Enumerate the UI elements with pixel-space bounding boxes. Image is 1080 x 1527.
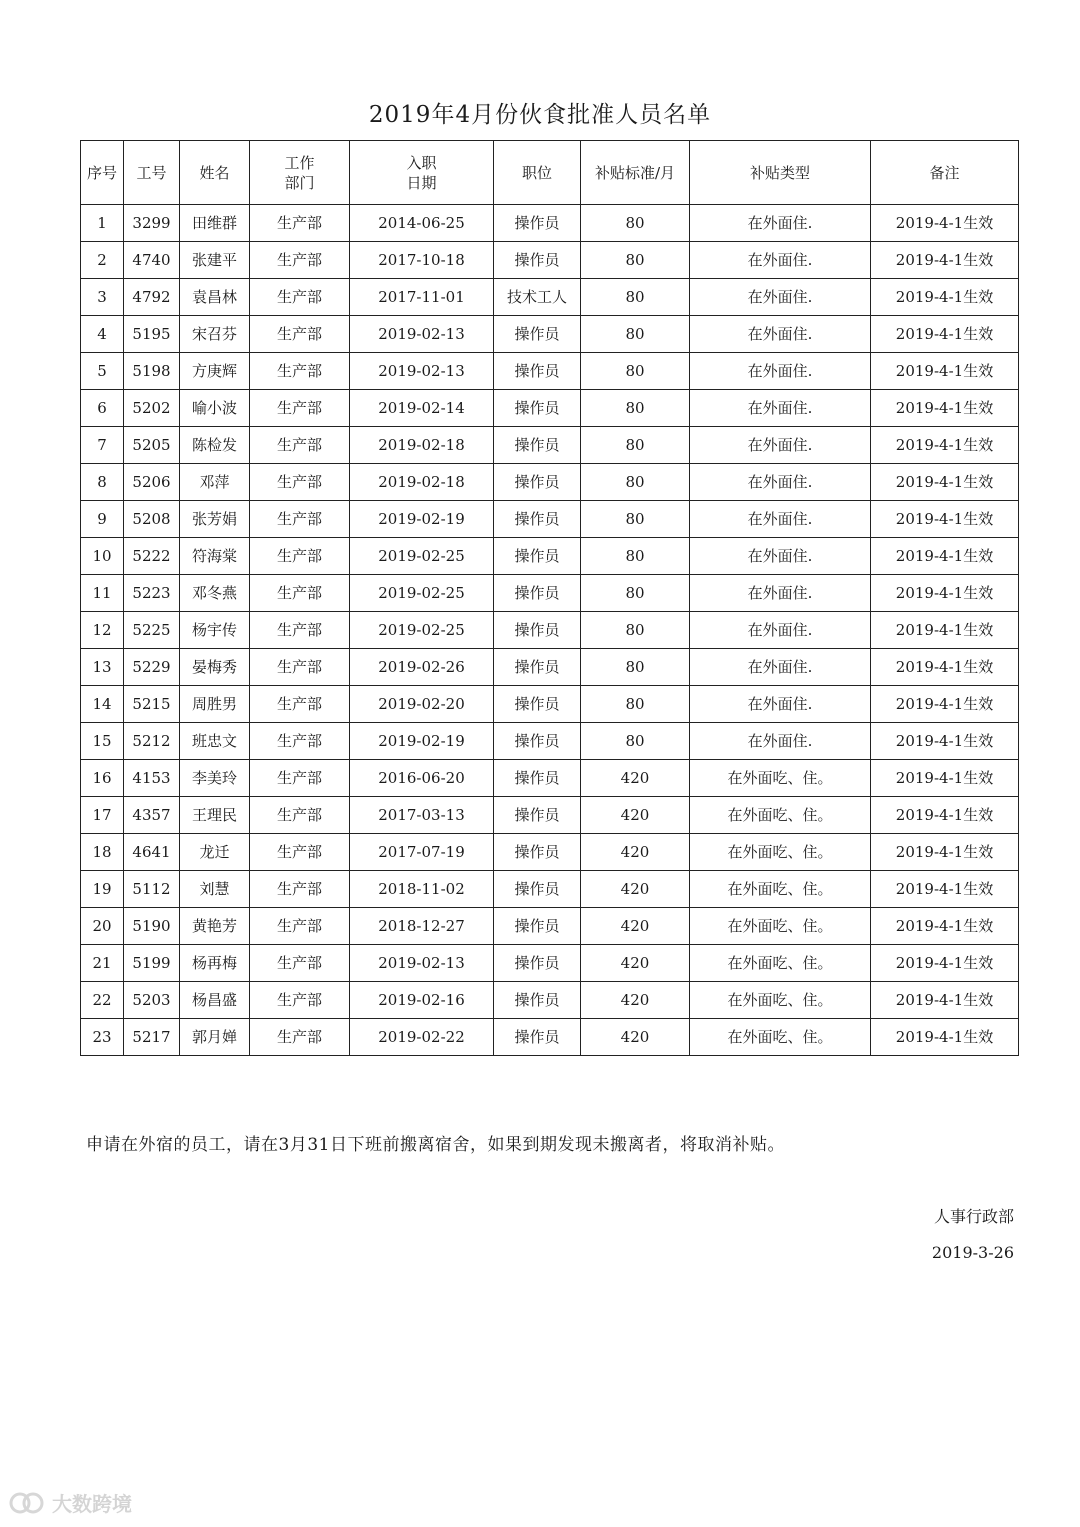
cell-hire-date: 2019-02-25 bbox=[350, 612, 494, 649]
cell-subsidy: 80 bbox=[581, 612, 690, 649]
cell-seq: 13 bbox=[81, 649, 124, 686]
cell-name: 李美玲 bbox=[180, 760, 250, 797]
cell-department: 生产部 bbox=[250, 1019, 350, 1056]
cell-remark: 2019-4-1生效 bbox=[871, 464, 1019, 501]
cell-subsidy: 420 bbox=[581, 945, 690, 982]
table-row bbox=[81, 575, 1019, 612]
cell-seq: 12 bbox=[81, 612, 124, 649]
cell-position: 操作员 bbox=[494, 316, 581, 353]
cell-position: 技术工人 bbox=[494, 279, 581, 316]
cell-subsidy-type: 在外面住. bbox=[690, 353, 871, 390]
watermark-text: 大数跨境 bbox=[52, 1492, 132, 1516]
cell-remark: 2019-4-1生效 bbox=[871, 279, 1019, 316]
cell-department: 生产部 bbox=[250, 686, 350, 723]
cell-department: 生产部 bbox=[250, 575, 350, 612]
cell-position: 操作员 bbox=[494, 205, 581, 242]
table-row bbox=[81, 279, 1019, 316]
table-row bbox=[81, 908, 1019, 945]
cell-name: 杨再梅 bbox=[180, 945, 250, 982]
cell-position: 操作员 bbox=[494, 538, 581, 575]
cell-position: 操作员 bbox=[494, 686, 581, 723]
cell-subsidy: 420 bbox=[581, 834, 690, 871]
cell-employee-id: 4641 bbox=[124, 834, 180, 871]
cell-department: 生产部 bbox=[250, 353, 350, 390]
cell-name: 陈检发 bbox=[180, 427, 250, 464]
issue-date: 2019-3-26 bbox=[931, 1243, 1014, 1262]
cell-department: 生产部 bbox=[250, 427, 350, 464]
table-row bbox=[81, 538, 1019, 575]
cell-seq: 17 bbox=[81, 797, 124, 834]
cell-employee-id: 5202 bbox=[124, 390, 180, 427]
header-department-line2: 部门 bbox=[284, 173, 315, 192]
cell-hire-date: 2019-02-13 bbox=[350, 316, 494, 353]
header-name: 姓名 bbox=[180, 141, 250, 205]
cell-subsidy: 420 bbox=[581, 760, 690, 797]
watermark-logo-icon bbox=[8, 1491, 46, 1515]
cell-name: 方庚辉 bbox=[180, 353, 250, 390]
cell-employee-id: 5190 bbox=[124, 908, 180, 945]
cell-remark: 2019-4-1生效 bbox=[871, 390, 1019, 427]
cell-department: 生产部 bbox=[250, 279, 350, 316]
table-row bbox=[81, 797, 1019, 834]
cell-employee-id: 5229 bbox=[124, 649, 180, 686]
cell-position: 操作员 bbox=[494, 612, 581, 649]
cell-position: 操作员 bbox=[494, 908, 581, 945]
cell-remark: 2019-4-1生效 bbox=[871, 760, 1019, 797]
cell-department: 生产部 bbox=[250, 390, 350, 427]
cell-employee-id: 4740 bbox=[124, 242, 180, 279]
cell-name: 邓冬燕 bbox=[180, 575, 250, 612]
cell-name: 周胜男 bbox=[180, 686, 250, 723]
cell-name: 宋召芬 bbox=[180, 316, 250, 353]
cell-hire-date: 2019-02-18 bbox=[350, 464, 494, 501]
cell-department: 生产部 bbox=[250, 612, 350, 649]
cell-department: 生产部 bbox=[250, 871, 350, 908]
cell-hire-date: 2017-10-18 bbox=[350, 242, 494, 279]
cell-remark: 2019-4-1生效 bbox=[871, 427, 1019, 464]
cell-position: 操作员 bbox=[494, 464, 581, 501]
cell-hire-date: 2019-02-14 bbox=[350, 390, 494, 427]
table-row bbox=[81, 205, 1019, 242]
cell-subsidy-type: 在外面住. bbox=[690, 612, 871, 649]
cell-seq: 18 bbox=[81, 834, 124, 871]
table-row bbox=[81, 501, 1019, 538]
table-body bbox=[81, 205, 1019, 1056]
cell-remark: 2019-4-1生效 bbox=[871, 353, 1019, 390]
cell-name: 黄艳芳 bbox=[180, 908, 250, 945]
cell-employee-id: 5217 bbox=[124, 1019, 180, 1056]
cell-position: 操作员 bbox=[494, 760, 581, 797]
header-hire-date-line2: 日期 bbox=[406, 173, 437, 192]
cell-seq: 6 bbox=[81, 390, 124, 427]
table-header-row bbox=[81, 141, 1019, 205]
cell-hire-date: 2017-11-01 bbox=[350, 279, 494, 316]
table-row bbox=[81, 1019, 1019, 1056]
cell-position: 操作员 bbox=[494, 649, 581, 686]
cell-name: 邓萍 bbox=[180, 464, 250, 501]
cell-employee-id: 5225 bbox=[124, 612, 180, 649]
cell-remark: 2019-4-1生效 bbox=[871, 649, 1019, 686]
cell-subsidy-type: 在外面住. bbox=[690, 501, 871, 538]
cell-remark: 2019-4-1生效 bbox=[871, 1019, 1019, 1056]
cell-seq: 7 bbox=[81, 427, 124, 464]
cell-name: 郭月婵 bbox=[180, 1019, 250, 1056]
cell-subsidy-type: 在外面吃、住。 bbox=[690, 982, 871, 1019]
cell-remark: 2019-4-1生效 bbox=[871, 945, 1019, 982]
cell-subsidy: 80 bbox=[581, 353, 690, 390]
watermark bbox=[8, 1488, 132, 1517]
table-row bbox=[81, 871, 1019, 908]
cell-seq: 15 bbox=[81, 723, 124, 760]
cell-name: 班忠文 bbox=[180, 723, 250, 760]
cell-position: 操作员 bbox=[494, 242, 581, 279]
cell-seq: 20 bbox=[81, 908, 124, 945]
cell-subsidy: 80 bbox=[581, 242, 690, 279]
cell-department: 生产部 bbox=[250, 464, 350, 501]
cell-position: 操作员 bbox=[494, 982, 581, 1019]
cell-employee-id: 4792 bbox=[124, 279, 180, 316]
cell-subsidy-type: 在外面住. bbox=[690, 427, 871, 464]
cell-position: 操作员 bbox=[494, 501, 581, 538]
cell-hire-date: 2018-11-02 bbox=[350, 871, 494, 908]
cell-subsidy-type: 在外面住. bbox=[690, 316, 871, 353]
cell-remark: 2019-4-1生效 bbox=[871, 316, 1019, 353]
cell-subsidy: 80 bbox=[581, 501, 690, 538]
cell-subsidy-type: 在外面吃、住。 bbox=[690, 945, 871, 982]
header-hire-date-line1: 入职 bbox=[406, 153, 437, 172]
cell-subsidy-type: 在外面住. bbox=[690, 538, 871, 575]
cell-position: 操作员 bbox=[494, 353, 581, 390]
cell-department: 生产部 bbox=[250, 316, 350, 353]
table-row bbox=[81, 353, 1019, 390]
cell-subsidy-type: 在外面住. bbox=[690, 575, 871, 612]
cell-subsidy: 80 bbox=[581, 649, 690, 686]
table-row bbox=[81, 723, 1019, 760]
cell-hire-date: 2019-02-20 bbox=[350, 686, 494, 723]
cell-remark: 2019-4-1生效 bbox=[871, 612, 1019, 649]
cell-hire-date: 2019-02-25 bbox=[350, 575, 494, 612]
cell-remark: 2019-4-1生效 bbox=[871, 686, 1019, 723]
cell-subsidy-type: 在外面吃、住。 bbox=[690, 760, 871, 797]
cell-employee-id: 5203 bbox=[124, 982, 180, 1019]
cell-hire-date: 2019-02-19 bbox=[350, 723, 494, 760]
cell-remark: 2019-4-1生效 bbox=[871, 982, 1019, 1019]
cell-hire-date: 2019-02-16 bbox=[350, 982, 494, 1019]
cell-hire-date: 2019-02-19 bbox=[350, 501, 494, 538]
cell-employee-id: 5206 bbox=[124, 464, 180, 501]
cell-hire-date: 2019-02-22 bbox=[350, 1019, 494, 1056]
cell-hire-date: 2019-02-26 bbox=[350, 649, 494, 686]
cell-subsidy: 420 bbox=[581, 797, 690, 834]
cell-position: 操作员 bbox=[494, 575, 581, 612]
header-subsidy: 补贴标准/月 bbox=[581, 141, 690, 205]
cell-employee-id: 4357 bbox=[124, 797, 180, 834]
cell-department: 生产部 bbox=[250, 501, 350, 538]
cell-position: 操作员 bbox=[494, 1019, 581, 1056]
cell-position: 操作员 bbox=[494, 945, 581, 982]
table-row bbox=[81, 464, 1019, 501]
cell-subsidy-type: 在外面住. bbox=[690, 723, 871, 760]
header-employee-id: 工号 bbox=[124, 141, 180, 205]
cell-subsidy: 80 bbox=[581, 427, 690, 464]
cell-subsidy-type: 在外面吃、住。 bbox=[690, 1019, 871, 1056]
cell-remark: 2019-4-1生效 bbox=[871, 205, 1019, 242]
cell-name: 王理民 bbox=[180, 797, 250, 834]
header-subsidy-type: 补贴类型 bbox=[690, 141, 871, 205]
cell-subsidy: 80 bbox=[581, 279, 690, 316]
cell-employee-id: 5215 bbox=[124, 686, 180, 723]
cell-subsidy: 420 bbox=[581, 908, 690, 945]
table-row bbox=[81, 686, 1019, 723]
cell-subsidy: 80 bbox=[581, 205, 690, 242]
cell-department: 生产部 bbox=[250, 760, 350, 797]
cell-department: 生产部 bbox=[250, 982, 350, 1019]
cell-remark: 2019-4-1生效 bbox=[871, 834, 1019, 871]
cell-department: 生产部 bbox=[250, 538, 350, 575]
table-row bbox=[81, 427, 1019, 464]
cell-employee-id: 5212 bbox=[124, 723, 180, 760]
cell-hire-date: 2017-07-19 bbox=[350, 834, 494, 871]
cell-seq: 1 bbox=[81, 205, 124, 242]
cell-remark: 2019-4-1生效 bbox=[871, 723, 1019, 760]
cell-name: 喻小波 bbox=[180, 390, 250, 427]
cell-position: 操作员 bbox=[494, 723, 581, 760]
cell-name: 符海棠 bbox=[180, 538, 250, 575]
cell-subsidy: 80 bbox=[581, 538, 690, 575]
table-row bbox=[81, 982, 1019, 1019]
cell-seq: 22 bbox=[81, 982, 124, 1019]
cell-subsidy-type: 在外面吃、住。 bbox=[690, 834, 871, 871]
table-row bbox=[81, 316, 1019, 353]
cell-department: 生产部 bbox=[250, 205, 350, 242]
cell-employee-id: 5222 bbox=[124, 538, 180, 575]
cell-seq: 8 bbox=[81, 464, 124, 501]
cell-position: 操作员 bbox=[494, 427, 581, 464]
cell-remark: 2019-4-1生效 bbox=[871, 797, 1019, 834]
cell-hire-date: 2019-02-13 bbox=[350, 945, 494, 982]
cell-hire-date: 2014-06-25 bbox=[350, 205, 494, 242]
cell-seq: 11 bbox=[81, 575, 124, 612]
cell-subsidy-type: 在外面吃、住。 bbox=[690, 797, 871, 834]
cell-seq: 10 bbox=[81, 538, 124, 575]
header-department-line1: 工作 bbox=[284, 153, 315, 172]
header-department bbox=[250, 141, 350, 205]
cell-name: 杨昌盛 bbox=[180, 982, 250, 1019]
cell-name: 晏梅秀 bbox=[180, 649, 250, 686]
cell-seq: 9 bbox=[81, 501, 124, 538]
cell-department: 生产部 bbox=[250, 908, 350, 945]
cell-position: 操作员 bbox=[494, 834, 581, 871]
cell-department: 生产部 bbox=[250, 945, 350, 982]
cell-employee-id: 5208 bbox=[124, 501, 180, 538]
header-seq: 序号 bbox=[81, 141, 124, 205]
header-position: 职位 bbox=[494, 141, 581, 205]
cell-seq: 23 bbox=[81, 1019, 124, 1056]
cell-remark: 2019-4-1生效 bbox=[871, 908, 1019, 945]
cell-seq: 4 bbox=[81, 316, 124, 353]
cell-subsidy: 80 bbox=[581, 464, 690, 501]
cell-department: 生产部 bbox=[250, 723, 350, 760]
table-row bbox=[81, 242, 1019, 279]
cell-subsidy-type: 在外面住. bbox=[690, 279, 871, 316]
cell-name: 刘慧 bbox=[180, 871, 250, 908]
cell-employee-id: 5112 bbox=[124, 871, 180, 908]
cell-subsidy: 80 bbox=[581, 575, 690, 612]
cell-remark: 2019-4-1生效 bbox=[871, 575, 1019, 612]
cell-subsidy: 80 bbox=[581, 390, 690, 427]
cell-subsidy: 80 bbox=[581, 316, 690, 353]
cell-name: 田维群 bbox=[180, 205, 250, 242]
cell-subsidy: 420 bbox=[581, 871, 690, 908]
cell-seq: 3 bbox=[81, 279, 124, 316]
cell-subsidy-type: 在外面住. bbox=[690, 205, 871, 242]
cell-position: 操作员 bbox=[494, 390, 581, 427]
cell-seq: 16 bbox=[81, 760, 124, 797]
cell-remark: 2019-4-1生效 bbox=[871, 501, 1019, 538]
cell-seq: 2 bbox=[81, 242, 124, 279]
cell-employee-id: 5199 bbox=[124, 945, 180, 982]
cell-subsidy: 80 bbox=[581, 686, 690, 723]
cell-department: 生产部 bbox=[250, 834, 350, 871]
cell-remark: 2019-4-1生效 bbox=[871, 871, 1019, 908]
cell-name: 龙迁 bbox=[180, 834, 250, 871]
cell-name: 杨宇传 bbox=[180, 612, 250, 649]
cell-hire-date: 2019-02-13 bbox=[350, 353, 494, 390]
cell-subsidy-type: 在外面住. bbox=[690, 390, 871, 427]
header-hire-date bbox=[350, 141, 494, 205]
cell-hire-date: 2016-06-20 bbox=[350, 760, 494, 797]
cell-subsidy: 80 bbox=[581, 723, 690, 760]
cell-department: 生产部 bbox=[250, 649, 350, 686]
cell-hire-date: 2017-03-13 bbox=[350, 797, 494, 834]
cell-subsidy-type: 在外面吃、住。 bbox=[690, 908, 871, 945]
cell-hire-date: 2019-02-25 bbox=[350, 538, 494, 575]
cell-employee-id: 5198 bbox=[124, 353, 180, 390]
cell-subsidy-type: 在外面住. bbox=[690, 242, 871, 279]
header-remark: 备注 bbox=[871, 141, 1019, 205]
document-title: 2019年4月份伙食批准人员名单 bbox=[368, 102, 712, 128]
table-row bbox=[81, 945, 1019, 982]
cell-subsidy: 420 bbox=[581, 1019, 690, 1056]
table-row bbox=[81, 612, 1019, 649]
cell-name: 张建平 bbox=[180, 242, 250, 279]
cell-hire-date: 2018-12-27 bbox=[350, 908, 494, 945]
cell-subsidy-type: 在外面吃、住。 bbox=[690, 871, 871, 908]
cell-department: 生产部 bbox=[250, 797, 350, 834]
cell-remark: 2019-4-1生效 bbox=[871, 538, 1019, 575]
cell-subsidy: 420 bbox=[581, 982, 690, 1019]
cell-department: 生产部 bbox=[250, 242, 350, 279]
cell-seq: 5 bbox=[81, 353, 124, 390]
cell-employee-id: 4153 bbox=[124, 760, 180, 797]
cell-subsidy-type: 在外面住. bbox=[690, 686, 871, 723]
cell-employee-id: 3299 bbox=[124, 205, 180, 242]
notice-text: 申请在外宿的员工，请在3月31日下班前搬离宿舍，如果到期发现未搬离者，将取消补贴。 bbox=[86, 1135, 785, 1155]
cell-position: 操作员 bbox=[494, 797, 581, 834]
cell-subsidy-type: 在外面住. bbox=[690, 464, 871, 501]
table-row bbox=[81, 390, 1019, 427]
cell-seq: 21 bbox=[81, 945, 124, 982]
cell-position: 操作员 bbox=[494, 871, 581, 908]
table-row bbox=[81, 649, 1019, 686]
roster-table bbox=[80, 140, 1019, 1056]
cell-employee-id: 5223 bbox=[124, 575, 180, 612]
cell-name: 袁昌林 bbox=[180, 279, 250, 316]
cell-employee-id: 5195 bbox=[124, 316, 180, 353]
cell-name: 张芳娟 bbox=[180, 501, 250, 538]
issuing-department: 人事行政部 bbox=[933, 1207, 1014, 1226]
cell-seq: 14 bbox=[81, 686, 124, 723]
cell-subsidy-type: 在外面住. bbox=[690, 649, 871, 686]
cell-hire-date: 2019-02-18 bbox=[350, 427, 494, 464]
cell-remark: 2019-4-1生效 bbox=[871, 242, 1019, 279]
table-row bbox=[81, 834, 1019, 871]
table-row bbox=[81, 760, 1019, 797]
cell-employee-id: 5205 bbox=[124, 427, 180, 464]
cell-seq: 19 bbox=[81, 871, 124, 908]
